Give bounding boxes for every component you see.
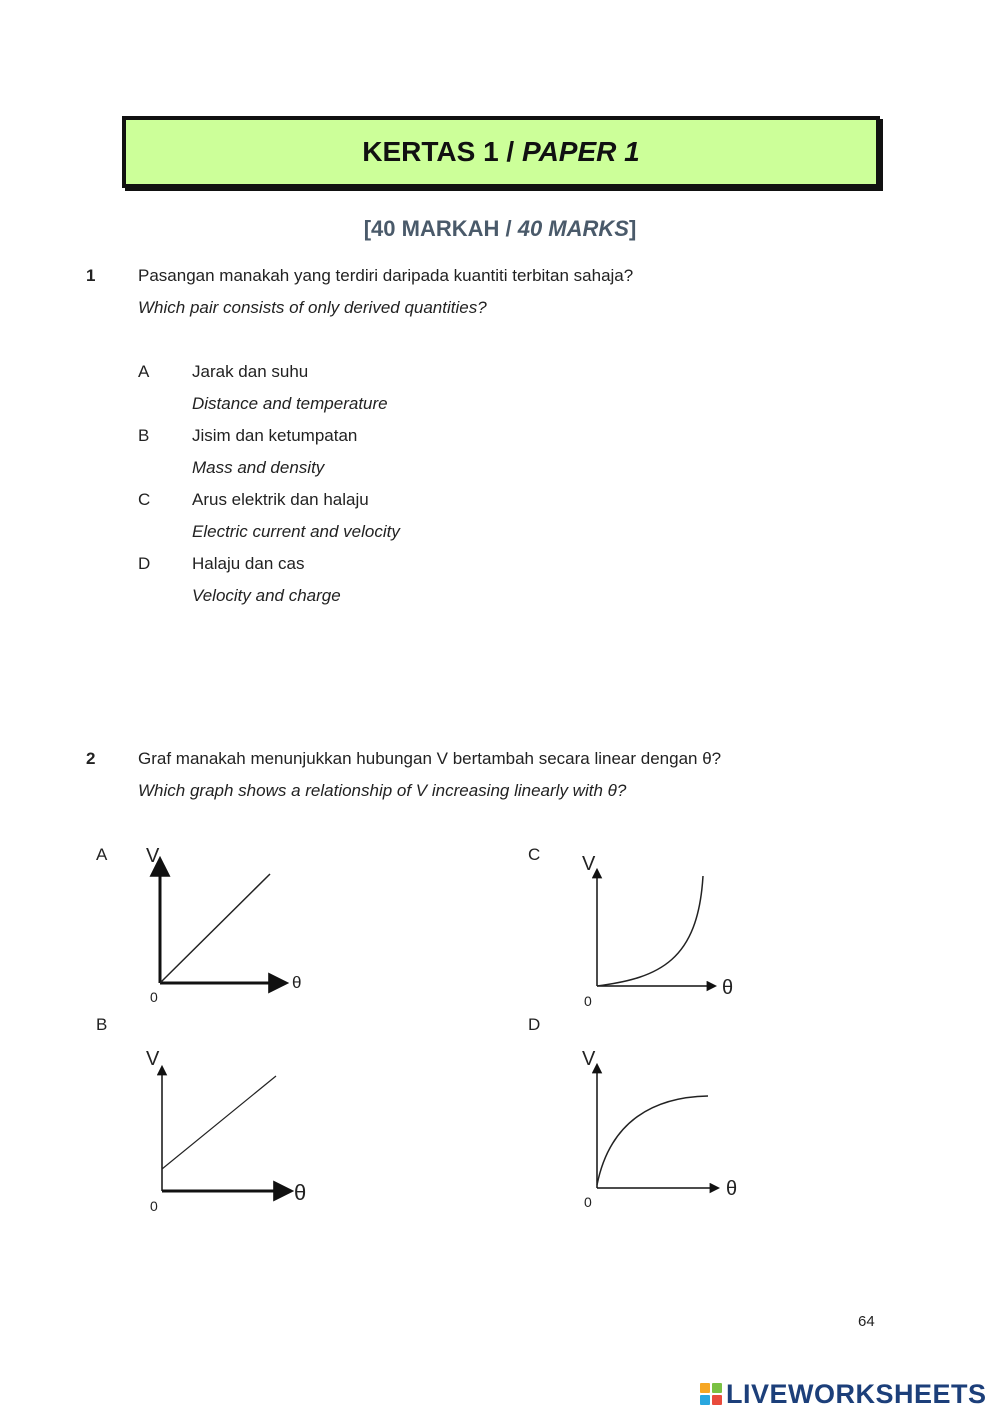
paper-title-en: PAPER 1 (521, 136, 640, 167)
graph-d-origin: 0 (584, 1194, 592, 1210)
paper-title (362, 136, 639, 168)
question-2-text-en: Which graph shows a relationship of V increasing linearly with θ? (138, 781, 627, 800)
q1-option-b-ms[interactable]: Jisim dan ketumpatan (192, 426, 358, 445)
q1-option-a-letter[interactable]: A (138, 362, 150, 381)
graph-c-origin: 0 (584, 993, 592, 1009)
graph-b-line (162, 1076, 276, 1169)
paper-title-box (122, 116, 880, 188)
graph-b-origin: 0 (150, 1198, 158, 1214)
question-1-number: 1 (86, 266, 96, 285)
q2-graph-c-letter[interactable]: C (528, 845, 541, 864)
paper-title-ms: KERTAS 1 / (362, 136, 522, 167)
q1-option-d-letter[interactable]: D (138, 554, 151, 573)
page-number: 64 (858, 1313, 875, 1330)
graph-d[interactable] (570, 1045, 770, 1215)
logo-tile-2 (712, 1383, 722, 1393)
logo-tile-1 (700, 1383, 710, 1393)
graph-a-y-label: V (146, 845, 160, 867)
graph-b-y-label: V (146, 1048, 160, 1070)
q1-option-d-en[interactable]: Velocity and charge (192, 586, 341, 605)
graph-d-y-label: V (582, 1048, 596, 1070)
q2-graph-a-letter[interactable]: A (96, 845, 108, 864)
q1-option-c-en[interactable]: Electric current and velocity (192, 522, 400, 541)
q2-graph-d-letter[interactable]: D (528, 1015, 541, 1034)
q1-option-c-letter[interactable]: C (138, 490, 151, 509)
q2-graph-b-letter[interactable]: B (96, 1015, 108, 1034)
liveworksheets-brand: LIVEWORKSHEETS (726, 1378, 987, 1409)
graph-d-curve (597, 1096, 708, 1185)
graph-a[interactable] (130, 840, 330, 1010)
liveworksheets-logo[interactable] (700, 1378, 987, 1410)
liveworksheets-logo-icon (700, 1383, 722, 1405)
graph-d-x-label: θ (726, 1178, 738, 1200)
question-1-text-en: Which pair consists of only derived quantities? (138, 298, 487, 317)
graph-c-curve (597, 876, 703, 986)
q1-option-d-ms[interactable]: Halaju dan cas (192, 554, 305, 573)
marks-en: 40 MARKS (517, 216, 629, 241)
graph-c[interactable] (570, 850, 770, 1020)
graph-b[interactable] (140, 1045, 340, 1215)
graph-b-x-label: θ (294, 1180, 307, 1205)
graph-c-y-label: V (582, 853, 596, 875)
question-2-number: 2 (86, 749, 96, 768)
logo-tile-3 (700, 1395, 710, 1405)
q1-option-c-ms[interactable]: Arus elektrik dan halaju (192, 490, 369, 509)
marks-heading (0, 216, 1000, 242)
graph-a-x-label: θ (292, 973, 302, 992)
logo-tile-4 (712, 1395, 722, 1405)
question-2-text-ms: Graf manakah menunjukkan hubungan V bertambah secara linear dengan θ? (138, 749, 722, 768)
q1-option-a-ms[interactable]: Jarak dan suhu (192, 362, 309, 381)
q1-option-b-en[interactable]: Mass and density (192, 458, 325, 477)
marks-ms: [40 MARKAH / (363, 216, 518, 241)
q1-option-a-en[interactable]: Distance and temperature (192, 394, 388, 413)
graph-a-origin: 0 (150, 989, 158, 1005)
marks-close: ] (628, 216, 637, 241)
question-1-text-ms: Pasangan manakah yang terdiri daripada kuantiti terbitan sahaja? (138, 266, 634, 285)
q1-option-b-letter[interactable]: B (138, 426, 150, 445)
graph-c-x-label: θ (722, 977, 734, 999)
graph-a-line (160, 874, 270, 983)
